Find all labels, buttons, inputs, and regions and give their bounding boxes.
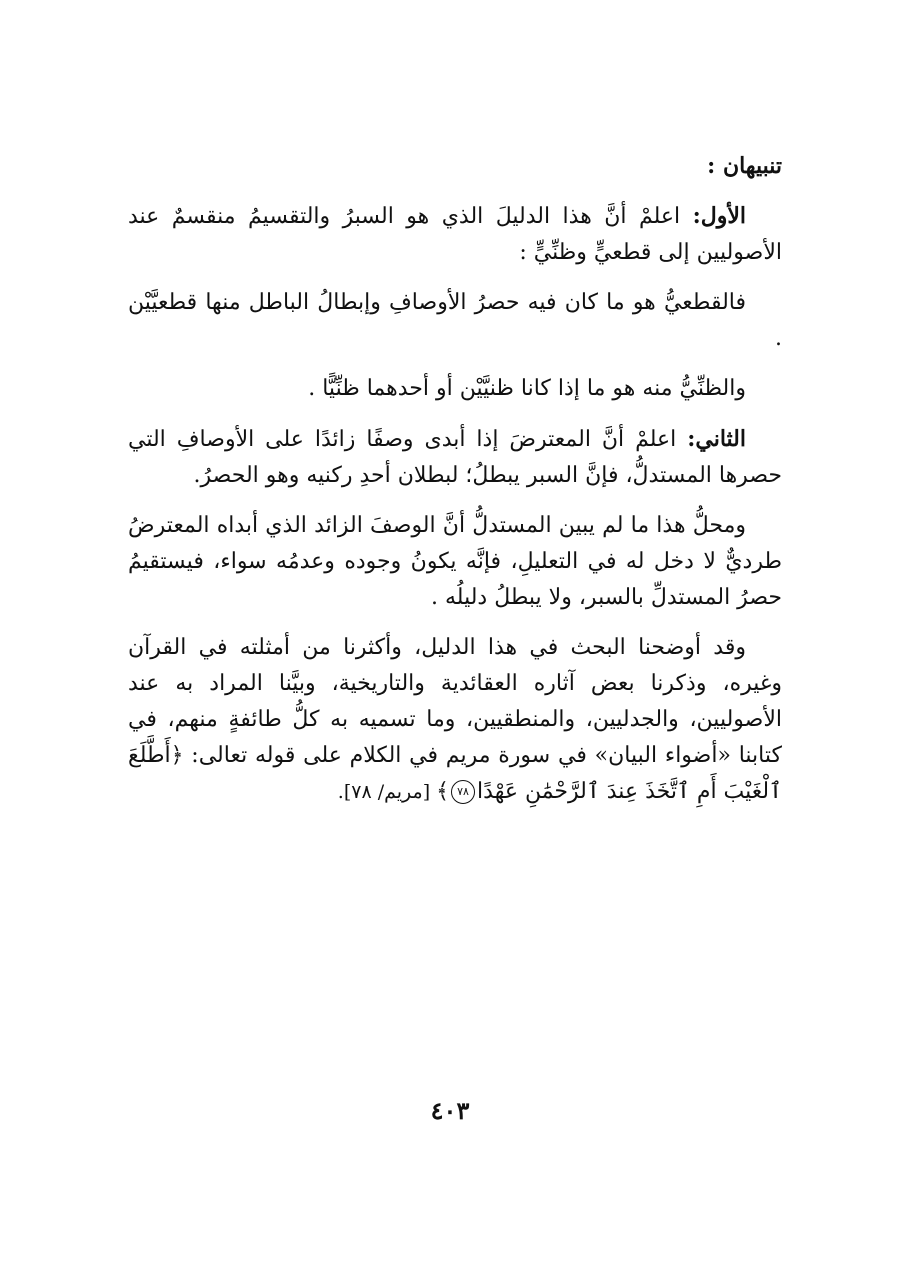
page-number: ٤٠٣ [430,1096,470,1125]
paragraph-definitive: فالقطعيُّ هو ما كان فيه حصرُ الأوصافِ وإبطالُ الباطل منها قطعيَّيْن . [128,290,782,351]
first-note-text: اعلمْ أنَّ هذا الدليلَ الذي هو السبرُ والتقسيمُ منقسمٌ عند الأصوليين إلى قطعيٍّ وظنِّيٍّ : [128,204,782,265]
reference-text: وقد أوضحنا البحث في هذا الدليل، وأكثرنا من أمثلته في القرآن وغيره، وذكرنا بعض آثاره العقائدية والتاريخية، وبيَّنا المراد به عند الأصوليين، والجدليين، والمنطقيين، وما تسميه به كلُّ طائفةٍ منهم، في كتابنا «أضواء البيان» في سورة مريم في الكلام على قوله تعالى: [128,635,782,768]
paragraph-speculative: والظنِّيُّ منه هو ما إذا كانا ظنيَّيْن أو أحدهما ظنِّيًّا . [308,376,746,401]
paragraph-reference [128,630,782,810]
verse-open-bracket: ﴿ [170,743,184,768]
verse-close-bracket: ﴾ [436,779,450,804]
surah-reference: [مريم/ ٧٨]. [337,781,437,803]
page-body [128,148,782,824]
paragraph-scope: ومحلُّ هذا ما لم يبين المستدلُّ أنَّ الوصفَ الزائد الذي أبداه المعترضُ طرديٌّ لا دخل له في التعليلِ، فإنَّه يكونُ وجوده وعدمُه سواء، فيستقيمُ حصرُ المستدلِّ بالسبر، ولا يبطلُ دليلُه . [128,513,782,610]
paragraph-first-note [128,198,782,271]
paragraph-second-note [128,421,782,494]
first-note-label: الأول: [692,203,746,229]
quran-verse: أَطَّلَعَ ٱلْغَيْبَ أَمِ ٱتَّخَذَ عِندَ ٱلرَّحْمَٰنِ عَهْدًا [128,743,782,804]
section-heading: تنبيهان : [707,153,782,179]
second-note-text: اعلمْ أنَّ المعترضَ إذا أبدى وصفًا زائدًا على الأوصافِ التي حصرها المستدلُّ، فإنَّ السبر يبطلُ؛ لبطلان أحدِ ركنيه وهو الحصرُ. [128,427,782,488]
verse-number-marker: ٧٨ [451,780,475,804]
second-note-label: الثاني: [687,426,746,452]
